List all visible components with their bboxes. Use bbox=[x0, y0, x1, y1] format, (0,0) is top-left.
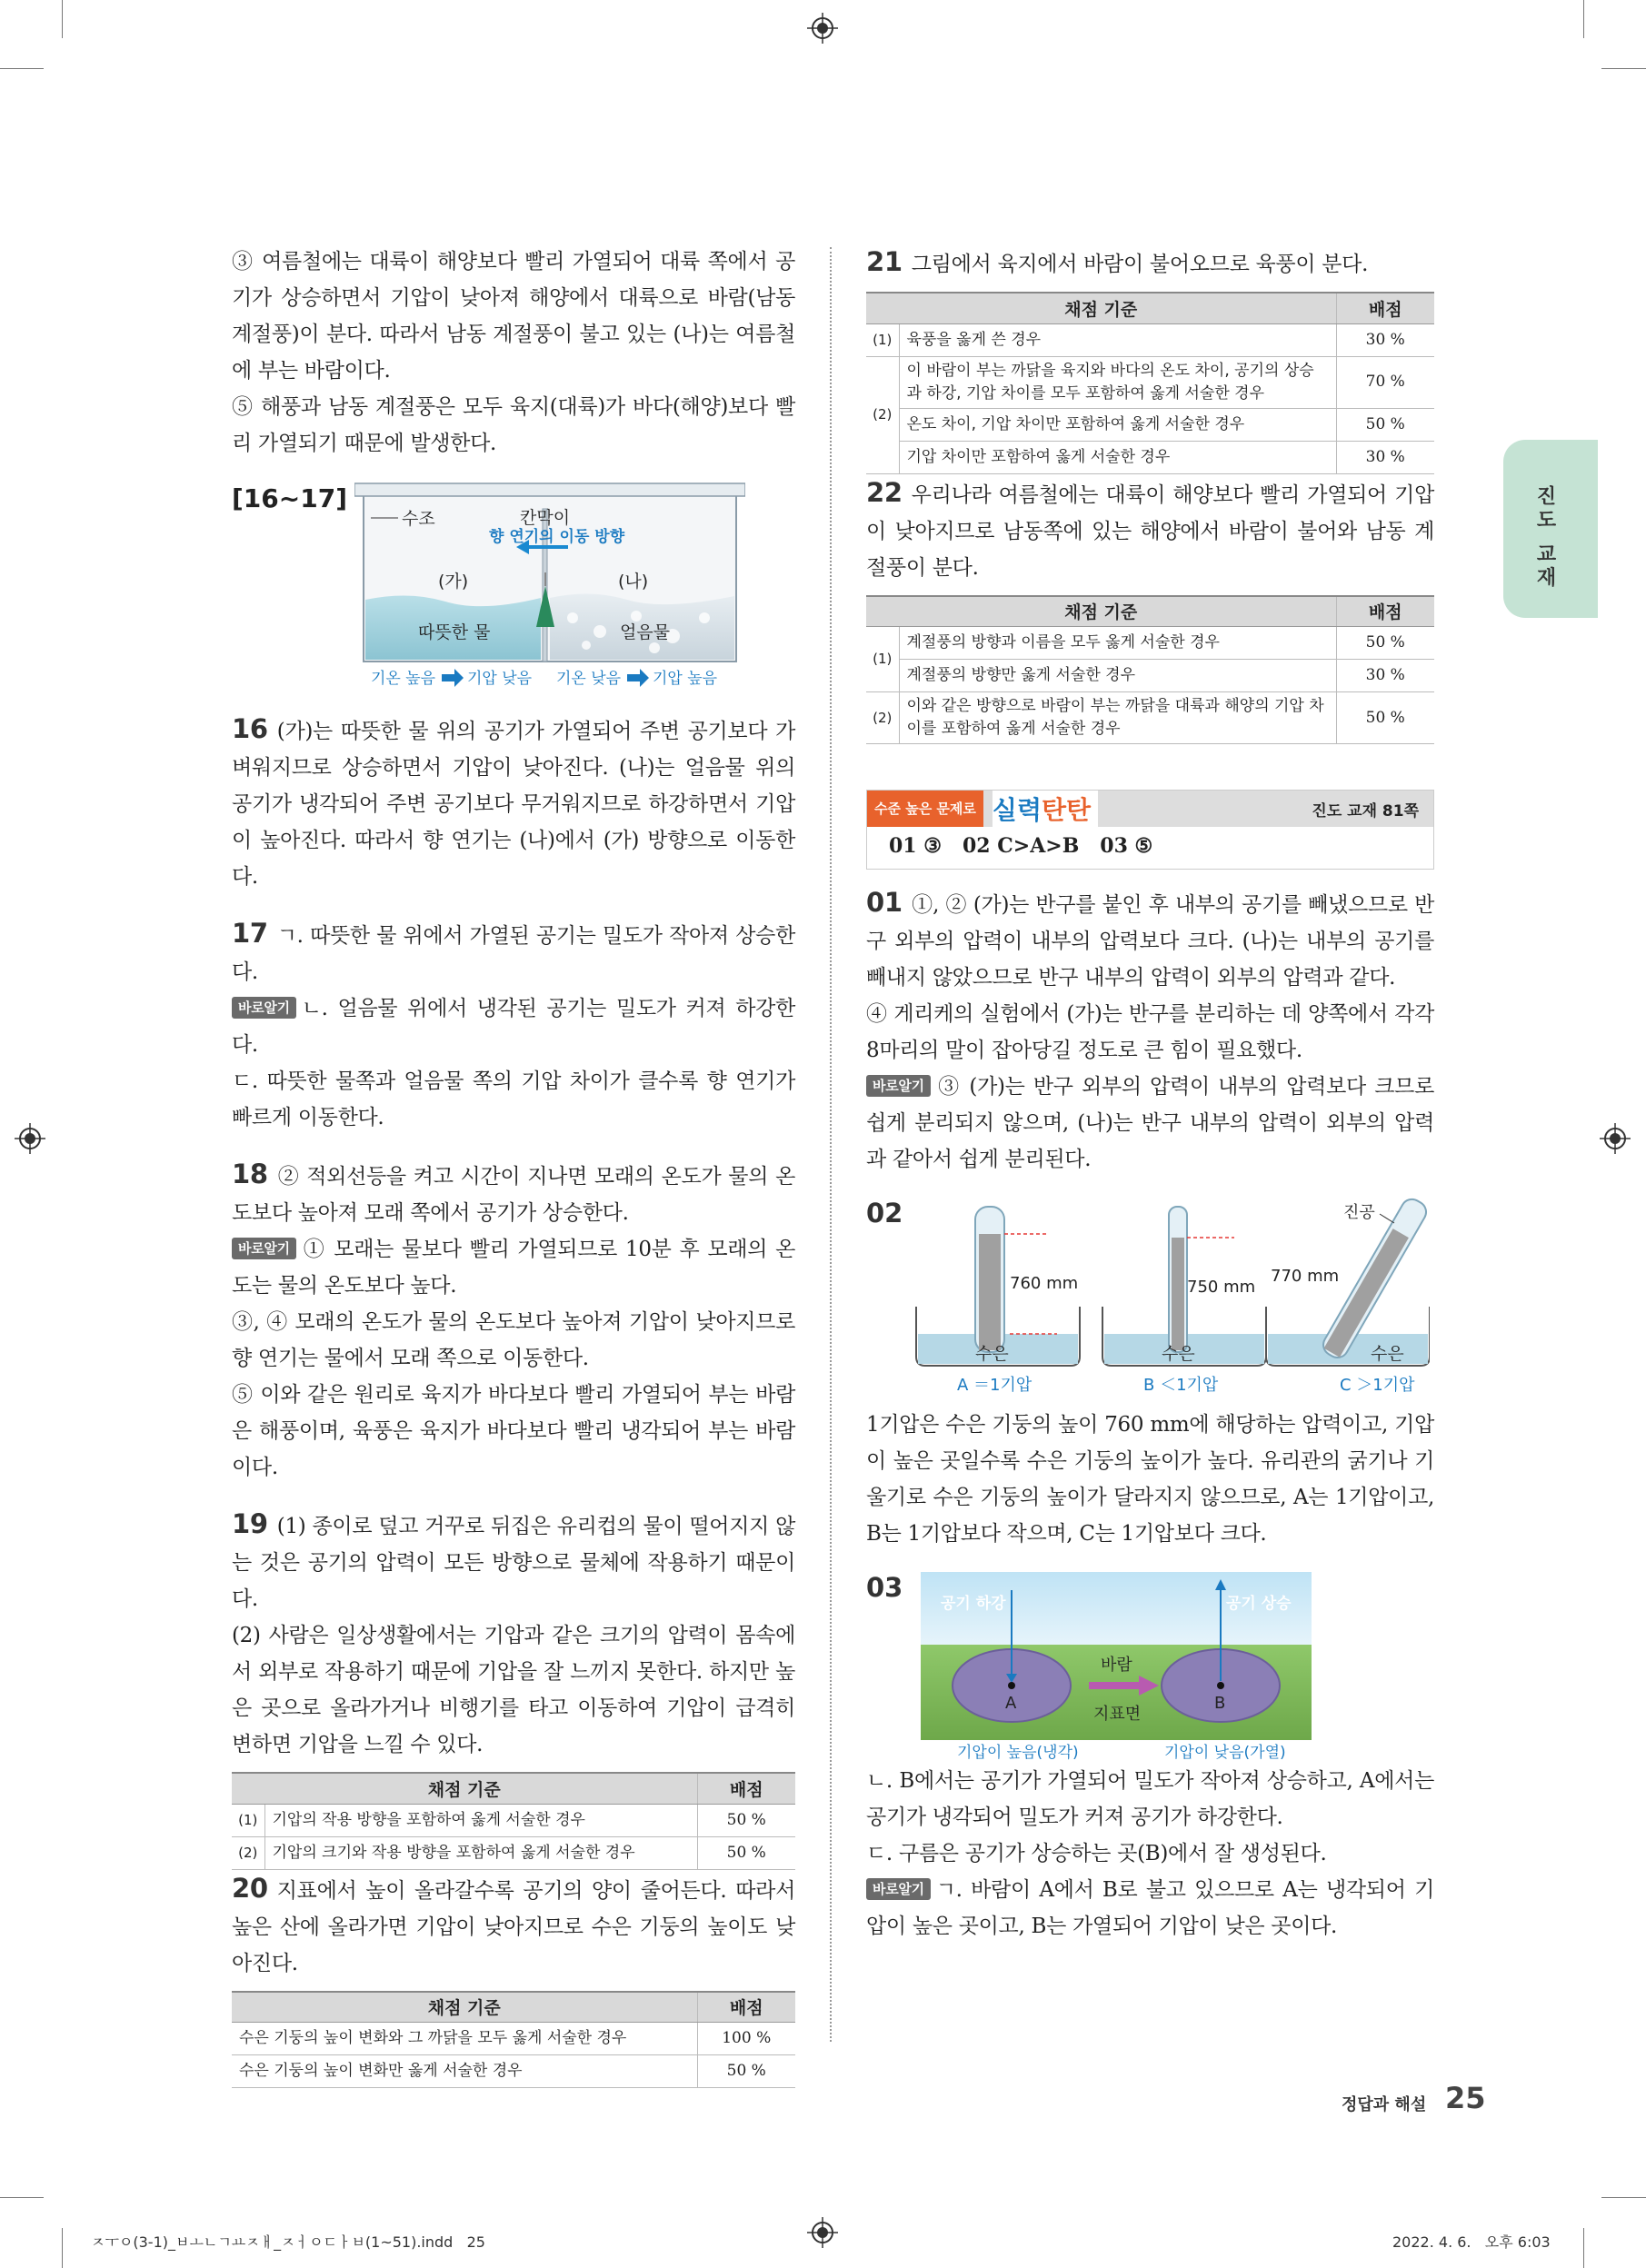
caption-c: C ＞1기압 bbox=[1340, 1376, 1415, 1395]
table-row: (2) 이 바람이 부는 까닭을 육지와 바다의 온도 차이, 공기의 상승과 하강, 기압 차이를 모두 포함하여 옳게 서술한 경우 70 % bbox=[866, 356, 1434, 408]
registration-mark-icon bbox=[807, 2217, 838, 2248]
vacuum-label: 진공 bbox=[1343, 1203, 1375, 1222]
answer-22: 22 우리나라 여름철에는 대륙이 해양보다 빨리 가열되어 기압이 낮아지므로 남동쪽에 있는 해양에서 바람이 불어와 남동 계절풍이 분다. bbox=[866, 476, 1434, 580]
scoring-table-20: 채점 기준 배점 수은 기둥의 높이 변화와 그 까닭을 모두 옳게 서술한 경우 100 % 수은 기둥의 높이 변화만 옳게 서술한 경우 50 % bbox=[232, 1991, 795, 2089]
table-row: 수은 기둥의 높이 변화와 그 까닭을 모두 옳게 서술한 경우 100 % bbox=[232, 2023, 795, 2055]
table-row: (2) 이와 같은 방향으로 바람이 부는 까닭을 대륙과 해양의 기압 차이를 포함하여 옳게 서술한 경우 50 % bbox=[866, 692, 1434, 744]
figure-03: 03 공기 하강 공기 상승 바람 A B 지표면 기압이 높음(냉각) 기압이 낮음(가열) bbox=[866, 1572, 1434, 1763]
table-row: 수은 기둥의 높이 변화만 옳게 서술한 경우 50 % bbox=[232, 2055, 795, 2088]
caption-b: B ＜1기압 bbox=[1143, 1376, 1219, 1395]
banner-title-b: 탄탄 bbox=[1042, 791, 1098, 827]
label-a: A bbox=[1005, 1694, 1017, 1713]
label-up: 공기 상승 bbox=[1226, 1595, 1292, 1613]
crop-mark bbox=[62, 2228, 63, 2268]
right-column: 21 그림에서 육지에서 바람이 불어오므로 육풍이 분다. 채점 기준 배점 (1) 육풍을 옳게 쓴 경우 30 % (2) 이 바람이 부는 까닭을 육지와 바다의 온도 차이, 공기의 상승과 하강, 기압 차이를 모두 포함하여 옳게 서술한 경우 70 % 온도 차이, 기압 차이만 포함하여 옳게 서술한 경우 50 % 기압 차이만 포함하여 옳게 서술한 경우 30 % 22 우리나라 여름철에는 대륙이 해양보다 빨리 가열되어 기압이 낮아지므로 남동쪽에 있는 해양에서 바람이 불어와 남동 계절풍이 분다. 채점 기준 배점 (1) 계절풍의 방향과 이름을 모두 옳게 서술한 경우 50 % 계절풍의 방향만 옳게 서술한 경우 30 % (2) 이와 같은 방향으로 바람이 부는 까닭을 대륙과 해양의 기압 차이를 포함하여 옳게 서술한 경우 50 % 수준 높은 문제로 실력 탄탄 진도 교재 81쪽 01 ③ 02 C>A>B 03 ⑤ 01 ①, ② (가)는 반구를 붙인 후 내부의 공기를 빼냈으므로 반구 외부의 압력이 내부의 압력보다 크다. (나)는 내부의 공기를 빼내지 않았으므로 반구 내부의 압력이 외부의 압력과 같다. ④ 게리케의 실험에서 (가)는 반구를 분리하는 데 양쪽에서 각각 8마리의 말이 잡아당길 정도로 큰 힘이 필요했다. 바로알기 ③ (가)는 반구 외부의 압력이 내부의 압력보다 크므로 쉽게 분리되지 않으며, (나)는 반구 내부의 압력이 외부의 압력과 같아서 쉽게 분리된다. 02 760 mm 수은 A ＝1기압 750 mm 수은 B ＜1기압 진공 770 mm 수은 C ＞1기압 1기압은 수은 기둥의 높이 760 mm에 해당하는 압력이고, 기압이 높은 곳일수록 수은 기둥의 높이가 높다. 유리관의 굵기나 기울기로 수은 기둥의 높이가 달라지지 않으므로, A는 1기압이고, B는 1기압보다 작으며, C는 1기압보다 크다. 03 공기 하강 공기 상승 바람 A B 지표면 기압이 높음(냉각) 기압이 낮음(가열) ㄴ. B에서는 공기가 가열되어 밀도가 작아져 상승하고, A에서는 공기가 냉각되어 밀도가 커져 공기가 하강한다. ㄷ. 구름은 공기가 상승하는 곳(B)에서 잘 생성된다. 바로알기 ㄱ. 바람이 A에서 B로 불고 있으므로 A는 냉각되어 기압이 높은 곳이고, B는 가열되어 기압이 낮은 곳이다. bbox=[866, 244, 1434, 1945]
torricelli-diagram bbox=[903, 1198, 1430, 1396]
mercury-label: 수은 bbox=[975, 1344, 1009, 1364]
label-ga: (가) bbox=[438, 572, 469, 592]
caption-a: 기압이 높음(냉각) bbox=[957, 1744, 1079, 1762]
height-b: 750 mm bbox=[1187, 1278, 1256, 1297]
label-ice: 얼음물 bbox=[620, 622, 671, 642]
caption-b: 기압이 낮음(가열) bbox=[1164, 1744, 1286, 1762]
air-pressure-diagram bbox=[921, 1572, 1330, 1763]
arrow-icon bbox=[442, 669, 464, 687]
label-b: B bbox=[1214, 1694, 1226, 1713]
scoring-table-19: 채점 기준 배점 (1) 기압의 작용 방향을 포함하여 옳게 서술한 경우 50 % (2) 기압의 크기와 작용 방향을 포함하여 옳게 서술한 경우 50 % bbox=[232, 1772, 795, 1870]
figure-02: 02 760 mm 수은 A ＝1기압 750 mm 수은 B ＜1기압 진공 770 mm 수은 C ＞1기압 bbox=[866, 1198, 1434, 1396]
footer-section: 정답과 해설 bbox=[1342, 2095, 1427, 2114]
scoring-table-22: 채점 기준 배점 (1) 계절풍의 방향과 이름을 모두 옳게 서술한 경우 50 % 계절풍의 방향만 옳게 서술한 경우 30 % (2) 이와 같은 방향으로 바람이 부는 까닭을 대륙과 해양의 기압 차이를 포함하여 옳게 서술한 경우 50 % bbox=[866, 595, 1434, 745]
footer-file: ㅈㅜㅇ(3-1)_ㅂㅗㄴㄱㅛㅈㅐ_ㅈㅓㅇㄷㅏㅂ(1~51).indd 25 bbox=[91, 2233, 485, 2251]
label-na: (나) bbox=[618, 572, 649, 592]
mercury-label: 수은 bbox=[1162, 1344, 1195, 1364]
banner-tag: 수준 높은 문제로 bbox=[867, 791, 983, 827]
answer-17: 17 ㄱ. 따뜻한 물 위에서 가열된 공기는 밀도가 작아져 상승한다. bbox=[232, 918, 795, 984]
side-tab-label: 진도 교재 bbox=[1533, 485, 1556, 591]
registration-mark-icon bbox=[807, 13, 838, 44]
crop-mark bbox=[0, 68, 44, 69]
crop-mark bbox=[62, 0, 63, 38]
label-divider: 칸막이 bbox=[520, 508, 571, 528]
left-column: ③ 여름철에는 대륙이 해양보다 빨리 가열되어 대륙 쪽에서 공기가 상승하면서 기압이 낮아져 해양에서 대륙으로 바람(남동 계절풍)이 분다. 따라서 남동 계절풍이 불고 있는 (나)는 여름철에 부는 바람이다. ⑤ 해풍과 남동 계절풍은 모두 육지(대륙)가 바다(해양)보다 빨리 가열되기 때문에 발생한다. [16~17] 수조 칸막이 향 연기의 이동 방향 (가) (나) 따뜻한 물 얼음물 기온 높음 기압 낮음 기온 낮음 기압 높음 16 (가)는 따뜻한 물 위의 공기가 가열되어 주변 공기보다 가벼워지므로 상승하면서 기압이 낮아진다. (나)는 얼음물 위의 공기가 냉각되어 주변 공기보다 무거워지므로 하강하면서 기압이 높아진다. 따라서 향 연기는 (나)에서 (가) 방향으로 이동한다. 17 ㄱ. 따뜻한 물 위에서 가열된 공기는 밀도가 작아져 상승한다. 바로알기 ㄴ. 얼음물 위에서 냉각된 공기는 밀도가 커져 하강한다. ㄷ. 따뜻한 물쪽과 얼음물 쪽의 기압 차이가 클수록 향 연기가 빠르게 이동한다. 18 ② 적외선등을 켜고 시간이 지나면 모래의 온도가 물의 온도보다 높아져 모래 쪽에서 공기가 상승한다. 바로알기 ① 모래는 물보다 빨리 가열되므로 10분 후 모래의 온도는 물의 온도보다 높다. ③, ④ 모래의 온도가 물의 온도보다 높아져 기압이 낮아지므로 향 연기는 물에서 모래 쪽으로 이동한다. ⑤ 이와 같은 원리로 육지가 바다보다 빨리 가열되어 부는 바람은 해풍이며, 육풍은 육지가 바다보다 빨리 냉각되어 부는 바람이다. 19 (1) 종이로 덮고 거꾸로 뒤집은 유리컵의 물이 떨어지지 않는 것은 공기의 압력이 모든 방향으로 물체에 작용하기 때문이다. (2) 사람은 일상생활에서는 기압과 같은 크기의 압력이 몸속에서 외부로 작용하기 때문에 기압을 잘 느끼지 못한다. 하지만 높은 곳으로 올라가거나 비행기를 타고 이동하여 기압이 급격히 변하면 기압을 느낄 수 있다. 채점 기준 배점 (1) 기압의 작용 방향을 포함하여 옳게 서술한 경우 50 % (2) 기압의 크기와 작용 방향을 포함하여 옳게 서술한 경우 50 % 20 지표에서 높이 올라갈수록 공기의 양이 줄어든다. 따라서 높은 산에 올라가면 기압이 낮아지므로 수은 기둥의 높이도 낮아진다. 채점 기준 배점 수은 기둥의 높이 변화와 그 까닭을 모두 옳게 서술한 경우 100 % 수은 기둥의 높이 변화만 옳게 서술한 경우 50 % bbox=[232, 244, 795, 2088]
table-row: 계절풍의 방향만 옳게 서술한 경우 30 % bbox=[866, 660, 1434, 692]
registration-mark-icon bbox=[15, 1123, 45, 1154]
table-row: (1) 육풍을 옳게 쓴 경우 30 % bbox=[866, 323, 1434, 356]
correction-badge: 바로알기 bbox=[232, 1238, 296, 1259]
crop-mark bbox=[1583, 2228, 1584, 2268]
banner-answers: 01 ③ 02 C>A>B 03 ⑤ bbox=[889, 834, 1153, 858]
answer-16: 16 (가)는 따뜻한 물 위의 공기가 가열되어 주변 공기보다 가벼워지므로 상승하면서 기압이 낮아진다. (나)는 얼음물 위의 공기가 냉각되어 주변 공기보다 무거워지므로 하강하면서 기압이 높아진다. 따라서 향 연기는 (나)에서 (가) 방향으로 이동한다. bbox=[232, 713, 795, 889]
crop-mark bbox=[0, 2197, 44, 2198]
answer-02: 1기압은 수은 기둥의 높이 760 mm에 해당하는 압력이고, 기압이 높은 곳일수록 수은 기둥의 높이가 높다. 유리관의 굵기나 기울기로 수은 기둥의 높이가 달라지지 않으므로, A는 1기압이고, B는 1기압보다 작으며, C는 1기압보다 크다. bbox=[866, 1413, 1434, 1546]
column-divider bbox=[830, 247, 832, 2042]
answer-21: 21 그림에서 육지에서 바람이 불어오므로 육풍이 분다. bbox=[866, 246, 1369, 277]
table-row: 기압 차이만 포함하여 옳게 서술한 경우 30 % bbox=[866, 441, 1434, 473]
answer-18: 18 ② 적외선등을 켜고 시간이 지나면 모래의 온도가 물의 온도보다 높아져 모래 쪽에서 공기가 상승한다. bbox=[232, 1159, 795, 1225]
height-c: 770 mm bbox=[1271, 1267, 1340, 1286]
caption-right-b: 기압 높음 bbox=[653, 670, 718, 688]
page-number: 25 bbox=[1445, 2081, 1486, 2115]
footer-date: 2022. 4. 6. 오후 6:03 bbox=[1392, 2233, 1551, 2251]
crop-mark bbox=[1601, 2197, 1646, 2198]
caption-a: A ＝1기압 bbox=[957, 1376, 1032, 1395]
crop-mark bbox=[1601, 68, 1646, 69]
answer-01: 01 ①, ② (가)는 반구를 붙인 후 내부의 공기를 빼냈으므로 반구 외부의 압력이 내부의 압력보다 크다. (나)는 내부의 공기를 빼내지 않았으므로 반구 내부의 압력이 외부의 압력과 같다. bbox=[866, 887, 1434, 990]
table-row: (1) 기압의 작용 방향을 포함하여 옳게 서술한 경우 50 % bbox=[232, 1804, 795, 1836]
table-row: (1) 계절풍의 방향과 이름을 모두 옳게 서술한 경우 50 % bbox=[866, 627, 1434, 660]
figure-16-17 bbox=[232, 482, 795, 692]
banner-title-a: 실력 bbox=[993, 791, 1042, 827]
label-tank: 수조 bbox=[402, 509, 435, 529]
table-row: (2) 기압의 크기와 작용 방향을 포함하여 옳게 서술한 경우 50 % bbox=[232, 1836, 795, 1869]
figure-label: [16~17] bbox=[232, 483, 347, 513]
correction-badge: 바로알기 bbox=[866, 1878, 931, 1900]
crop-mark bbox=[1583, 0, 1584, 38]
arrow-icon bbox=[627, 669, 649, 687]
side-tab bbox=[1503, 440, 1598, 618]
answer-03: ㄴ. B에서는 공기가 가열되어 밀도가 작아져 상승하고, A에서는 공기가 냉각되어 밀도가 커져 공기가 하강한다. bbox=[866, 1769, 1434, 1829]
label-ground: 지표면 bbox=[1093, 1705, 1142, 1724]
correction-badge: 바로알기 bbox=[866, 1075, 931, 1097]
correction-badge: 바로알기 bbox=[232, 997, 296, 1019]
label-smoke: 향 연기의 이동 방향 bbox=[489, 528, 625, 546]
label-wind: 바람 bbox=[1101, 1656, 1132, 1675]
answer-20: 20 지표에서 높이 올라갈수록 공기의 양이 줄어든다. 따라서 높은 산에 올라가면 기압이 낮아지므로 수은 기둥의 높이도 낮아진다. bbox=[232, 1872, 795, 1975]
height-a: 760 mm bbox=[1010, 1274, 1079, 1293]
intro-item-3: ③ 여름철에는 대륙이 해양보다 빨리 가열되어 대륙 쪽에서 공기가 상승하면서 기압이 낮아져 해양에서 대륙으로 바람(남동 계절풍)이 분다. 따라서 남동 계절풍이 불고 있는 (나)는 여름철에 부는 바람이다. bbox=[232, 250, 795, 383]
caption-left-b: 기압 낮음 bbox=[467, 670, 533, 688]
intro-item-5: ⑤ 해풍과 남동 계절풍은 모두 육지(대륙)가 바다(해양)보다 빨리 가열되기 때문에 발생한다. bbox=[232, 395, 795, 455]
mercury-label: 수은 bbox=[1371, 1344, 1404, 1364]
caption-right-a: 기온 낮음 bbox=[556, 670, 622, 688]
scoring-table-21: 채점 기준 배점 (1) 육풍을 옳게 쓴 경우 30 % (2) 이 바람이 부는 까닭을 육지와 바다의 온도 차이, 공기의 상승과 하강, 기압 차이를 모두 포함하여 옳게 서술한 경우 70 % 온도 차이, 기압 차이만 포함하여 옳게 서술한 경우 50 % 기압 차이만 포함하여 옳게 서술한 경우 30 % bbox=[866, 292, 1434, 474]
answer-19: 19 (1) 종이로 덮고 거꾸로 뒤집은 유리컵의 물이 떨어지지 않는 것은 공기의 압력이 모든 방향으로 물체에 작용하기 때문이다. bbox=[232, 1508, 795, 1611]
registration-mark-icon bbox=[1600, 1123, 1631, 1154]
tank-diagram bbox=[354, 482, 745, 692]
label-down: 공기 하강 bbox=[941, 1595, 1006, 1613]
answer-banner bbox=[866, 790, 1434, 870]
caption-left-a: 기온 높음 bbox=[371, 670, 436, 688]
banner-ref: 진도 교재 81쪽 bbox=[1312, 801, 1419, 821]
label-warm: 따뜻한 물 bbox=[418, 622, 491, 642]
table-row: 온도 차이, 기압 차이만 포함하여 옳게 서술한 경우 50 % bbox=[866, 408, 1434, 441]
